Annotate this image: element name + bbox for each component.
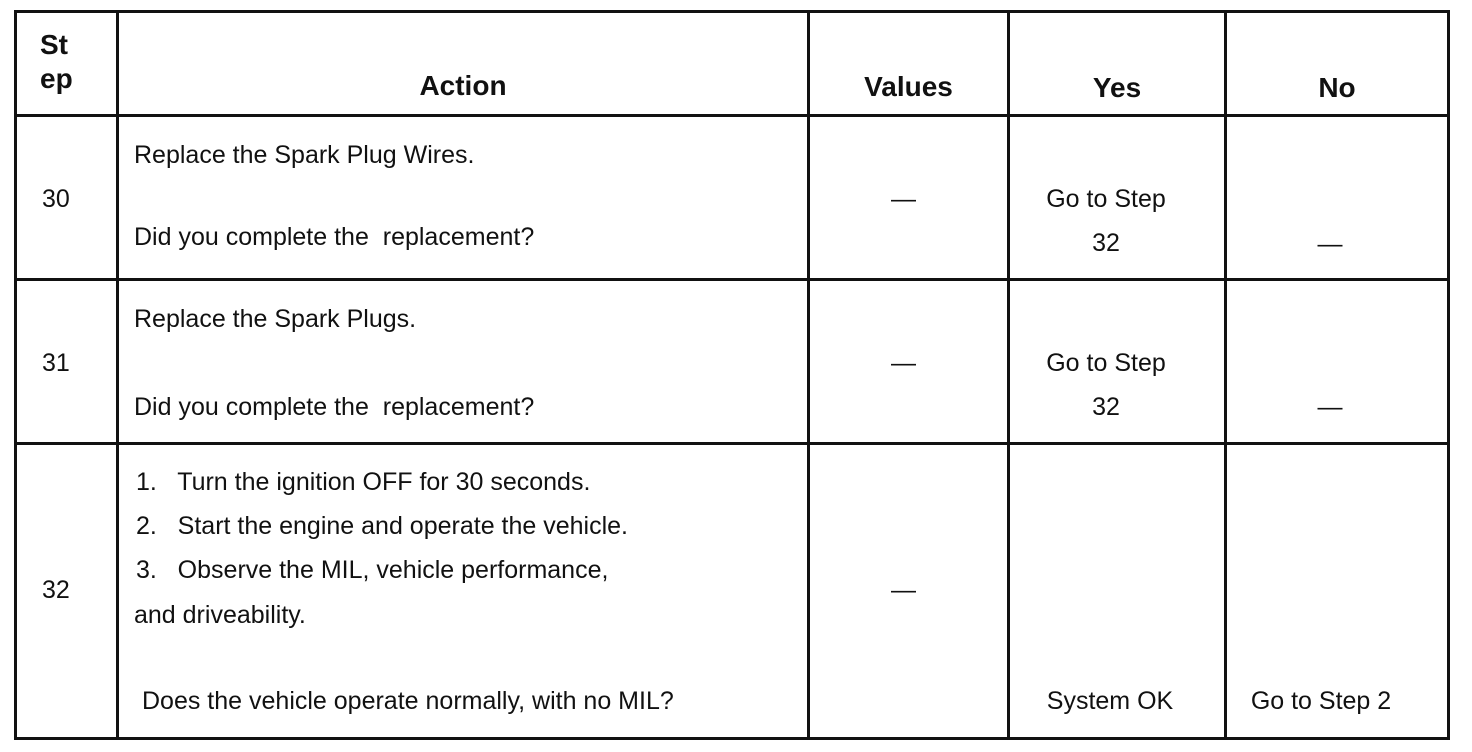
action-list-item-2: 2. Start the engine and operate the vehicle.	[136, 512, 629, 540]
row-divider-30-31	[14, 278, 1450, 281]
no-action: —	[1317, 393, 1343, 421]
values-cell: —	[891, 349, 916, 377]
no-action: —	[1317, 230, 1343, 258]
header-action: Action	[419, 70, 507, 101]
col-divider-yes-no	[1224, 10, 1227, 740]
values-cell: —	[891, 185, 916, 213]
header-step-line1: St	[40, 29, 68, 60]
values-cell: —	[891, 576, 916, 604]
action-instruction: Replace the Spark Plugs.	[134, 305, 417, 333]
header-values: Values	[864, 71, 953, 102]
col-divider-step-action	[116, 10, 119, 740]
table-border-right	[1447, 10, 1450, 740]
no-action: Go to Step 2	[1250, 687, 1392, 715]
header-step-line2: ep	[40, 63, 73, 94]
step-number: 30	[42, 185, 70, 213]
header-no: No	[1318, 72, 1356, 103]
step-number: 32	[42, 576, 70, 604]
table-border-bottom	[14, 737, 1450, 740]
yes-action-line2: 32	[1092, 393, 1120, 421]
step-number: 31	[42, 349, 70, 377]
yes-action-line1: Go to Step	[1046, 349, 1166, 377]
header-yes: Yes	[1092, 72, 1142, 103]
action-question: Did you complete the replacement?	[134, 223, 535, 251]
yes-action-line2: 32	[1092, 229, 1120, 257]
action-list-item-1: 1. Turn the ignition OFF for 30 seconds.	[136, 468, 591, 496]
action-question: Did you complete the replacement?	[134, 393, 535, 421]
header-divider	[14, 114, 1450, 117]
yes-action-line1: Go to Step	[1046, 185, 1166, 213]
table-border-left	[14, 10, 17, 740]
action-list-item-3: 3. Observe the MIL, vehicle performance,	[136, 556, 609, 584]
action-instruction: Replace the Spark Plug Wires.	[134, 141, 475, 169]
row-divider-31-32	[14, 442, 1450, 445]
action-question: Does the vehicle operate normally, with no MIL?	[142, 687, 674, 715]
action-list-item-3-continued: and driveability.	[134, 601, 306, 629]
yes-action: System OK	[1046, 687, 1174, 715]
table-border-top	[14, 10, 1450, 13]
